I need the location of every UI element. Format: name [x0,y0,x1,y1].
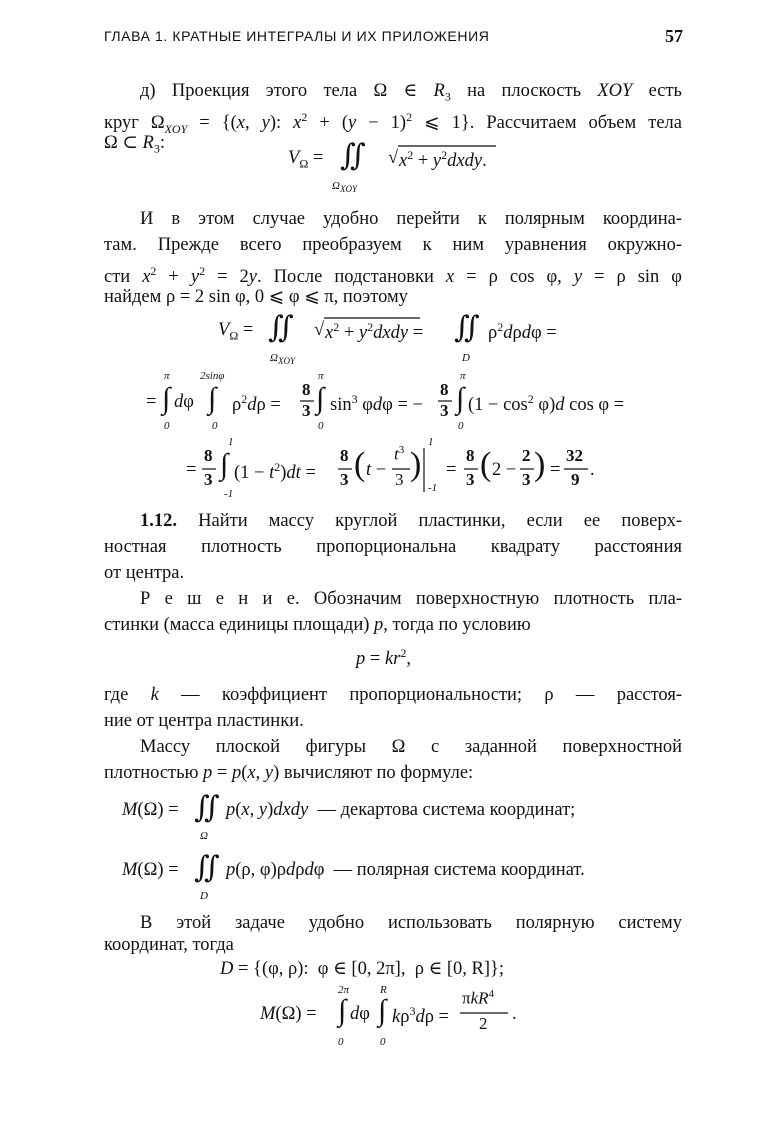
text-line-k-2: ние от центра пластинки. [104,711,304,731]
text-line-6: сти $x^2 + y^2 = 2y$. После подстановки x = ρ cos φ, y = ρ sin φ [104,264,682,288]
text-line-3: Ω ⊂ $R_3$: [104,133,165,156]
text-line-2: круг $\Omega_{XOY} = \{(x$, y): $x^2 + (y - 1)^2$ ⩽ 1}. Рассчитаем объем тела [104,110,682,136]
text-line-5: там. Прежде всего преобразуем к ним уравнения окружно- [104,235,682,255]
text-line-7: найдем ρ = 2 sin φ, 0 ⩽ φ ⩽ π, поэтому [104,287,408,307]
text-line-mass-2: плотностью p = p(x, y) вычисляют по формуле: [104,763,474,783]
text-line-k-1: где k — коэффициент пропорциональности; ρ — расстоя- [104,685,682,705]
text-line-mass-1: Массу плоской фигуры Ω с заданной поверхностной [140,737,682,757]
solution-line-1: Р е ш е н и е. Обозначим поверхностную плотность пла- [140,589,682,609]
problem-line-3: от центра. [104,563,185,583]
page-number: 57 [665,26,683,46]
text-line-4: И в этом случае удобно перейти к полярным координа- [140,209,682,229]
chapter-title: ГЛАВА 1. КРАТНЫЕ ИНТЕГРАЛЫ И ИХ ПРИЛОЖЕНИЯ [104,28,490,44]
problem-line-2: ностная плотность пропорциональна квадрату расстояния [104,537,682,557]
text-line-polar-1: В этой задаче удобно использовать полярную систему [140,913,682,933]
solution-line-2: стинки (масса единицы площади) p, тогда по условию [104,615,531,635]
equation-domain: D = {(φ, ρ): φ ∈ [0, 2π], ρ ∈ [0, R]}; [220,959,505,979]
textbook-page: ГЛАВА 1. КРАТНЫЕ ИНТЕГРАЛЫ И ИХ ПРИЛОЖЕНИЯ 57 д) Проекция этого тела Ω ∈ $R_3$ на плоскость XOY есть круг $\Omega_{XOY} = \{(x$, y): $x^2 + (y - 1)^2$ ⩽ 1}. Рассчитаем объем тела Ω ⊂ $R_3$: $V_\Omega$ = ∬ $\Omega_{XOY}$ √ $x^2$ + $y^2dxdy$. И в этом случае удобно перейти к полярным координа- там. Прежде всего преобразуем к ним уравнения окружно- сти $x^2 + y^2 = 2y$. После подстановки x = ρ cos φ, y = ρ sin φ найдем ρ = 2 sin φ, 0 ⩽ φ ⩽ π, поэтому $V_\Omega$ = ∬ $\Omega_{XOY}$ √ $x^2$ + $y^2dxdy$ = ∬ D $\rho^2d\rho d\varphi$ = π 2sinφ π π = ∫ dφ ∫ $\rho^2d\rho$ = 8 3 ∫ $\sin^3 \varphi d\varphi$ = − 8 3 ∫ $(1 - \cos^2 \varphi)d$ cos φ = 0 0 0 0 = 8 3 1 ∫ -1 $(1 - t^2)dt$ = 8 3 ( t − $t^3$ 3 ) 1 -1 = 8 3 ( 2 − 2 3 ) = 32 9 . 1.12. Найти массу круглой пластинки, если ее поверх- ностная плотность пропорциональна квадрату расстояния от центра. Р е ш е н и е. Обозначим поверхностную плотность пла- стинки (масса единицы площади) p, тогда по условию $p = kr^2$, где k — коэффициент пропорциональности; ρ — расстоя- ние от центра пластинки. Массу плоской фигуры Ω с заданной поверхностной плотностью p = p(x, y) вычисляют по формуле: M(Ω) = ∬ Ω p(x, y)dxdy — декартова система координат; M(Ω) = ∬ D p(ρ, φ)ρdρdφ — полярная система координат. В этой задаче удобно использовать полярную систему координат, тогда D = {(φ, ρ): φ ∈ [0, 2π], ρ ∈ [0, R]}; 2π R M(Ω) = ∫ dφ ∫ $k\rho^3d\rho$ = πkR$^4$ 2 . 0 0 [104,26,683,1048]
text-line-1: д) Проекция этого тела Ω ∈ $R_3$ на плоскость XOY есть [140,81,682,104]
problem-line-1: 1.12. Найти массу круглой пластинки, если ее поверх- [140,511,682,531]
equation-density: $p = kr^2$, [356,646,411,670]
text-line-polar-2: координат, тогда [104,935,234,955]
